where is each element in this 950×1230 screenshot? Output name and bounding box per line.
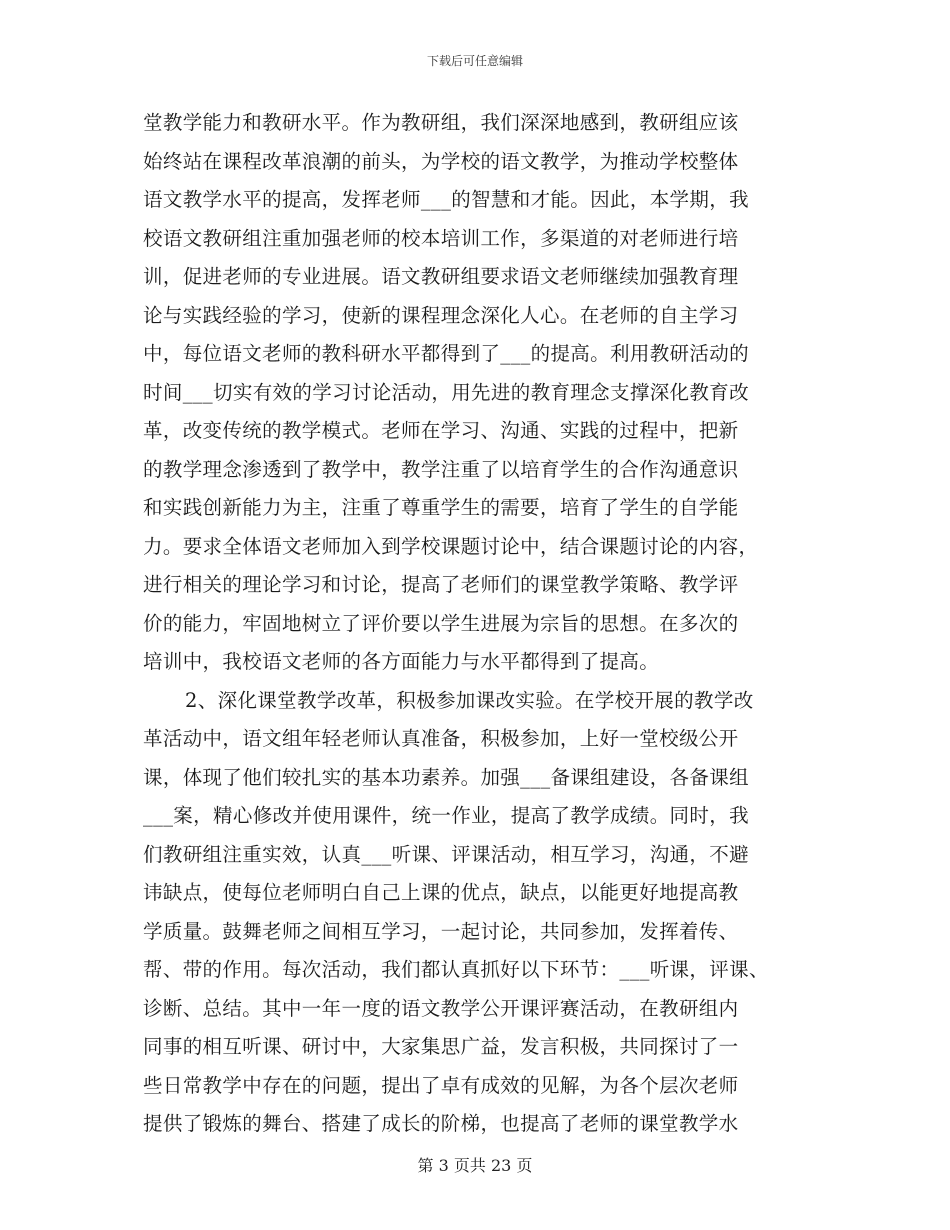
text-line: 革活动中，语文组年轻老师认真准备，积极参加，上好一堂校级公开: [143, 727, 739, 750]
text-line: ___案，精心修改并使用课件，统一作业，提高了教学成绩。同时，我: [143, 804, 749, 827]
text-line: 课，体现了他们较扎实的基本功素养。加强___备课组建设，各备课组: [143, 765, 749, 789]
text-line: 2、深化课堂教学改革，积极参加课改实验。在学校开展的教学改: [185, 688, 754, 712]
text-line: 培训中，我校语文老师的各方面能力与水平都得到了提高。: [143, 650, 660, 673]
text-line: 革，改变传统的教学模式。老师在学习、沟通、实践的过程中，把新: [143, 419, 739, 442]
text-line: 时间___切实有效的学习讨论活动，用先进的教育理念支撑深化教育改: [143, 380, 749, 404]
document-body: [143, 104, 823, 1144]
text-line: 们教研组注重实效，认真___听课、评课活动，相互学习，沟通，不避: [143, 842, 749, 866]
text-line: 力。要求全体语文老师加入到学校课题讨论中，结合课题讨论的内容，: [143, 534, 759, 558]
text-line: 同事的相互听课、研讨中，大家集思广益，发言积极，共同探讨了一: [143, 1035, 739, 1058]
page-header: 下载后可任意编辑: [426, 54, 523, 68]
text-line: 中，每位语文老师的教科研水平都得到了___的提高。利用教研活动的: [143, 342, 749, 365]
text-line: 价的能力，牢固地树立了评价要以学生进展为宗旨的思想。在多次的: [143, 611, 739, 635]
text-line: 和实践创新能力为主，注重了尊重学生的需要，培育了学生的自学能: [143, 496, 739, 519]
text-line: 些日常教学中存在的问题，提出了卓有成效的见解，为各个层次老师: [143, 1073, 739, 1097]
text-line: 论与实践经验的学习，使新的课程理念深化人心。在老师的自主学习: [143, 303, 739, 327]
text-line: 学质量。鼓舞老师之间相互学习，一起讨论，共同参加，发挥着传、: [143, 919, 739, 943]
text-line: 始终站在课程改革浪潮的前头，为学校的语文教学，为推动学校整体: [143, 149, 739, 173]
text-line: 帮、带的作用。每次活动，我们都认真抓好以下环节：___听课，评课、: [143, 958, 769, 981]
text-line: 讳缺点，使每位老师明白自己上课的优点，缺点，以能更好地提高教: [143, 881, 739, 904]
text-line: 堂教学能力和教研水平。作为教研组，我们深深地感到，教研组应该: [143, 111, 739, 134]
text-line: 的教学理念渗透到了教学中，教学注重了以培育学生的合作沟通意识: [143, 457, 739, 481]
text-line: 训，促进老师的专业进展。语文教研组要求语文老师继续加强教育理: [143, 265, 739, 288]
text-line: 进行相关的理论学习和讨论，提高了老师们的课堂教学策略、教学评: [143, 573, 739, 596]
text-line: 诊断、总结。其中一年一度的语文教学公开课评赛活动，在教研组内: [143, 996, 739, 1020]
text-line: 提供了锻炼的舞台、搭建了成长的阶梯，也提高了老师的课堂教学水: [143, 1112, 739, 1135]
page-footer: 第 3 页共 23 页: [417, 1156, 533, 1175]
text-line: 语文教学水平的提高，发挥老师___的智慧和才能。因此，本学期，我: [143, 188, 749, 211]
text-line: 校语文教研组注重加强老师的校本培训工作，多渠道的对老师进行培: [143, 226, 739, 250]
